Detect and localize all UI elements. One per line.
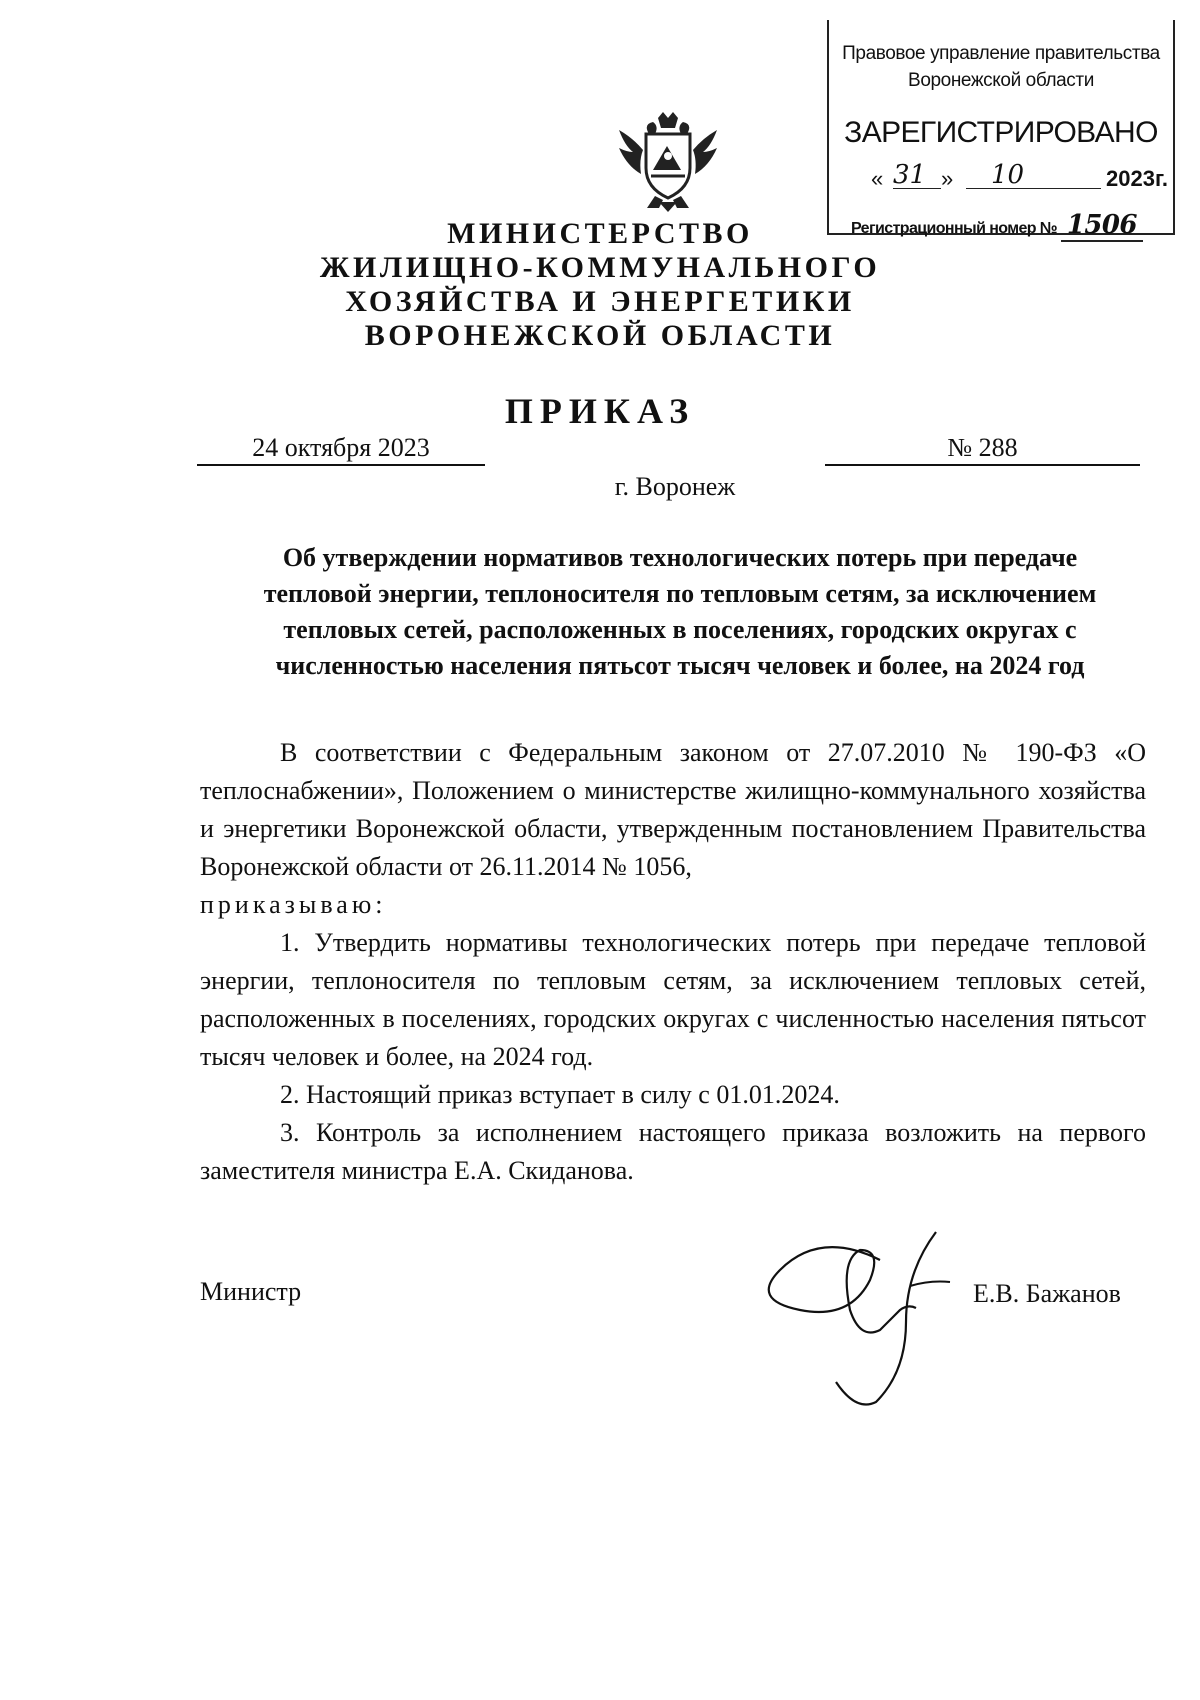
order-item-3: 3. Контроль за исполнением настоящего приказа возложить на первого заместителя министра Е.А. Скиданова. xyxy=(200,1118,1146,1185)
stamp-date: « 31 » 10 2023г. xyxy=(871,160,1169,191)
issue-city: г. Воронеж xyxy=(614,472,736,501)
coat-of-arms-emblem xyxy=(613,112,723,212)
stamp-reg-number: 1506 xyxy=(1061,210,1143,242)
stamp-status: ЗАРЕГИСТРИРОВАНО xyxy=(844,116,1158,149)
order-word: приказываю: xyxy=(200,890,387,919)
stamp-department-line2: Воронежской области xyxy=(908,70,1094,91)
order-number: № 288 xyxy=(825,432,1140,466)
ministry-name-line1: МИНИСТЕРСТВО xyxy=(447,217,753,250)
order-item-1: 1. Утвердить нормативы технологических потерь при передаче тепловой энергии, теплоносителя по тепловым сетям, за исключением тепловых сетей, расположенных в поселениях, городских округах с численностью населения пятьсот тысяч человек и более, на 2024 год. xyxy=(200,928,1146,1071)
document-body xyxy=(200,734,1146,1190)
ministry-name-line3: ХОЗЯЙСТВА И ЭНЕРГЕТИКИ xyxy=(345,285,855,318)
stamp-date-day: 31 xyxy=(893,160,927,190)
stamp-reg-number-label: Регистрационный номер № xyxy=(851,220,1058,237)
preamble-paragraph: В соответствии с Федеральным законом от 27.07.2010 № 190-ФЗ «О теплоснабжении», Положением о министерстве жилищно-коммунального хозяйства и энергетики Воронежской области, утвержденным постановлением Правительства Воронежской области от 26.11.2014 № 1056, xyxy=(200,738,1146,881)
ministry-name-line4: ВОРОНЕЖСКОЙ ОБЛАСТИ xyxy=(364,319,836,352)
document-title: Об утверждении нормативов технологических потерь при передаче тепловой энергии, теплоносителя по тепловым сетям, за исключением тепловых сетей, расположенных в поселениях, городских округах с численностью населения пятьсот тысяч человек и более, на 2024 год xyxy=(263,543,1097,680)
registration-stamp xyxy=(827,20,1175,240)
ministry-name-line2: ЖИЛИЩНО-КОММУНАЛЬНОГО xyxy=(319,251,881,284)
handwritten-signature xyxy=(760,1230,970,1410)
signer-role: Министр xyxy=(200,1277,302,1306)
document-type-heading: ПРИКАЗ xyxy=(504,391,696,431)
signer-name: Е.В. Бажанов xyxy=(973,1279,1121,1308)
stamp-date-month: 10 xyxy=(991,160,1025,190)
order-date: 24 октября 2023 xyxy=(197,432,485,466)
stamp-department xyxy=(829,40,1173,94)
stamp-date-year: 2023г. xyxy=(1106,166,1169,191)
stamp-department-line1: Правовое управление правительства xyxy=(842,43,1160,64)
order-item-2: 2. Настоящий приказ вступает в силу с 01.01.2024. xyxy=(280,1080,840,1109)
